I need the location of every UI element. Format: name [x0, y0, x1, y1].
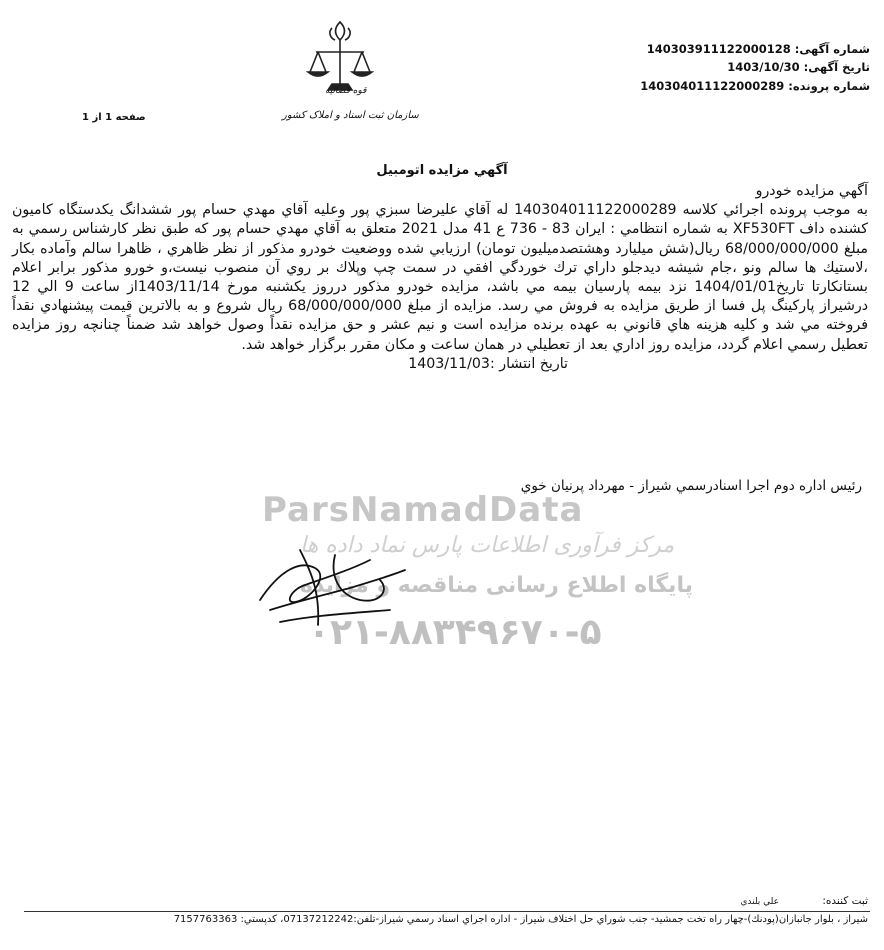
notice-number: 140303911122000128 — [646, 42, 791, 56]
page-number: صفحه 1 از 1 — [82, 112, 146, 123]
page-title: آگهي مزايده اتومبيل — [376, 163, 508, 178]
watermark-line1: مرکز فرآوری اطلاعات پارس نماد داده ها — [300, 533, 675, 558]
logo-top-text: قوه قضائیه — [325, 86, 367, 96]
signatory-line: رئيس اداره دوم اجرا اسنادرسمي شيراز - مهرداد پرنيان خوي — [520, 478, 862, 494]
notice-date-label: تاریخ آگهی: — [803, 60, 870, 74]
watermark-phone: ۰۲۱-۸۸۳۴۹۶۷۰-۵ — [308, 612, 602, 653]
watermark-line2: پایگاه اطلاع رسانی مناقصه و مزایده — [300, 573, 693, 598]
notice-date: 1403/10/30 — [727, 60, 800, 74]
signature-icon — [240, 530, 420, 640]
watermark-latin: ParsNamadData — [262, 490, 584, 530]
publish-date: تاريخ انتشار :1403/11/03 — [408, 355, 568, 372]
footer-address: شيراز ، بلوار جانبازان(پودنك)-چهار راه تخت جمشيد- جنب شوراي حل اختلاف شيراز - اداره اجراي اسناد رسمي شيراز-تلفن:07137212242، كدپستي: 7157763363 — [173, 914, 868, 925]
notice-number-label: شماره آگهی: — [794, 42, 870, 56]
notice-subheading: آگهي مزايده خودرو — [755, 183, 868, 199]
notice-number-row — [647, 42, 870, 56]
notice-body — [12, 182, 868, 374]
handwritten-signature — [240, 530, 420, 640]
footer-divider — [24, 911, 870, 912]
registrar-name: علي بلندي — [740, 897, 780, 907]
registrar-row — [740, 895, 868, 907]
logo-caption: سازمان ثبت اسناد و املاک کشور — [282, 110, 419, 121]
case-number-label: شماره پرونده: — [788, 79, 870, 93]
case-number: 140304011122000289 — [640, 79, 785, 93]
case-number-row — [640, 79, 870, 93]
notice-date-row — [727, 60, 870, 74]
registrar-label: ثبت كننده: — [822, 895, 868, 907]
notice-paragraph: به موجب پرونده اجرائي كلاسه 140304011122000289 له آقاي عليرضا سبزي پور وعليه آقاي مهدي حسام پور ششدانگ يكدستگاه كاميون كشنده داف XF530FT به شماره انتظامي : ايران 83 - 736 ع 41 مدل 2021 متعلق به آقاي مهدي حسام پور كه طبق نظر كارشناس رسمي به مبلغ 68/000/000/000 ريال(شش ميليارد وهشتصدميليون تومان) ارزيابي شده ووضعيت خودرو مذكور از نظر ظاهري ، ظاهرا سالم وآماده بكار ،لاستيك ها سالم ونو ،جام شيشه ديدجلو داراي ترك خوردگي افقي در سمت چپ وپلاك بر روي آن منصوب نيست،و خورو مذكور برابر اعلام بستانكارتا تاريخ1404/01/01 نزد بيمه پارسيان بيمه مي باشد، مزايده خودرو مذكور درروز يكشنبه مورخ 1403/11/14از ساعت 9 الي 12 درشيراز پاركينگ پل فسا از طريق مزايده به فروش مي رسد. مزايده از مبلغ 68/000/000/000 ريال شروع و به بالاترين قيمت پيشنهادي نقداً فروخته مي شد و كليه هزينه هاي قانوني به عهده برنده مزايده است و نيم عشر و حق مزايده نقداً وصول خواهد شد ضمناً چنانچه روز مزايده تعطيل رسمي اعلام گردد، مزايده روز اداري بعد از تعطيلي در همان ساعت و مكان مقرر برگزار خواهد شد. — [12, 202, 869, 353]
